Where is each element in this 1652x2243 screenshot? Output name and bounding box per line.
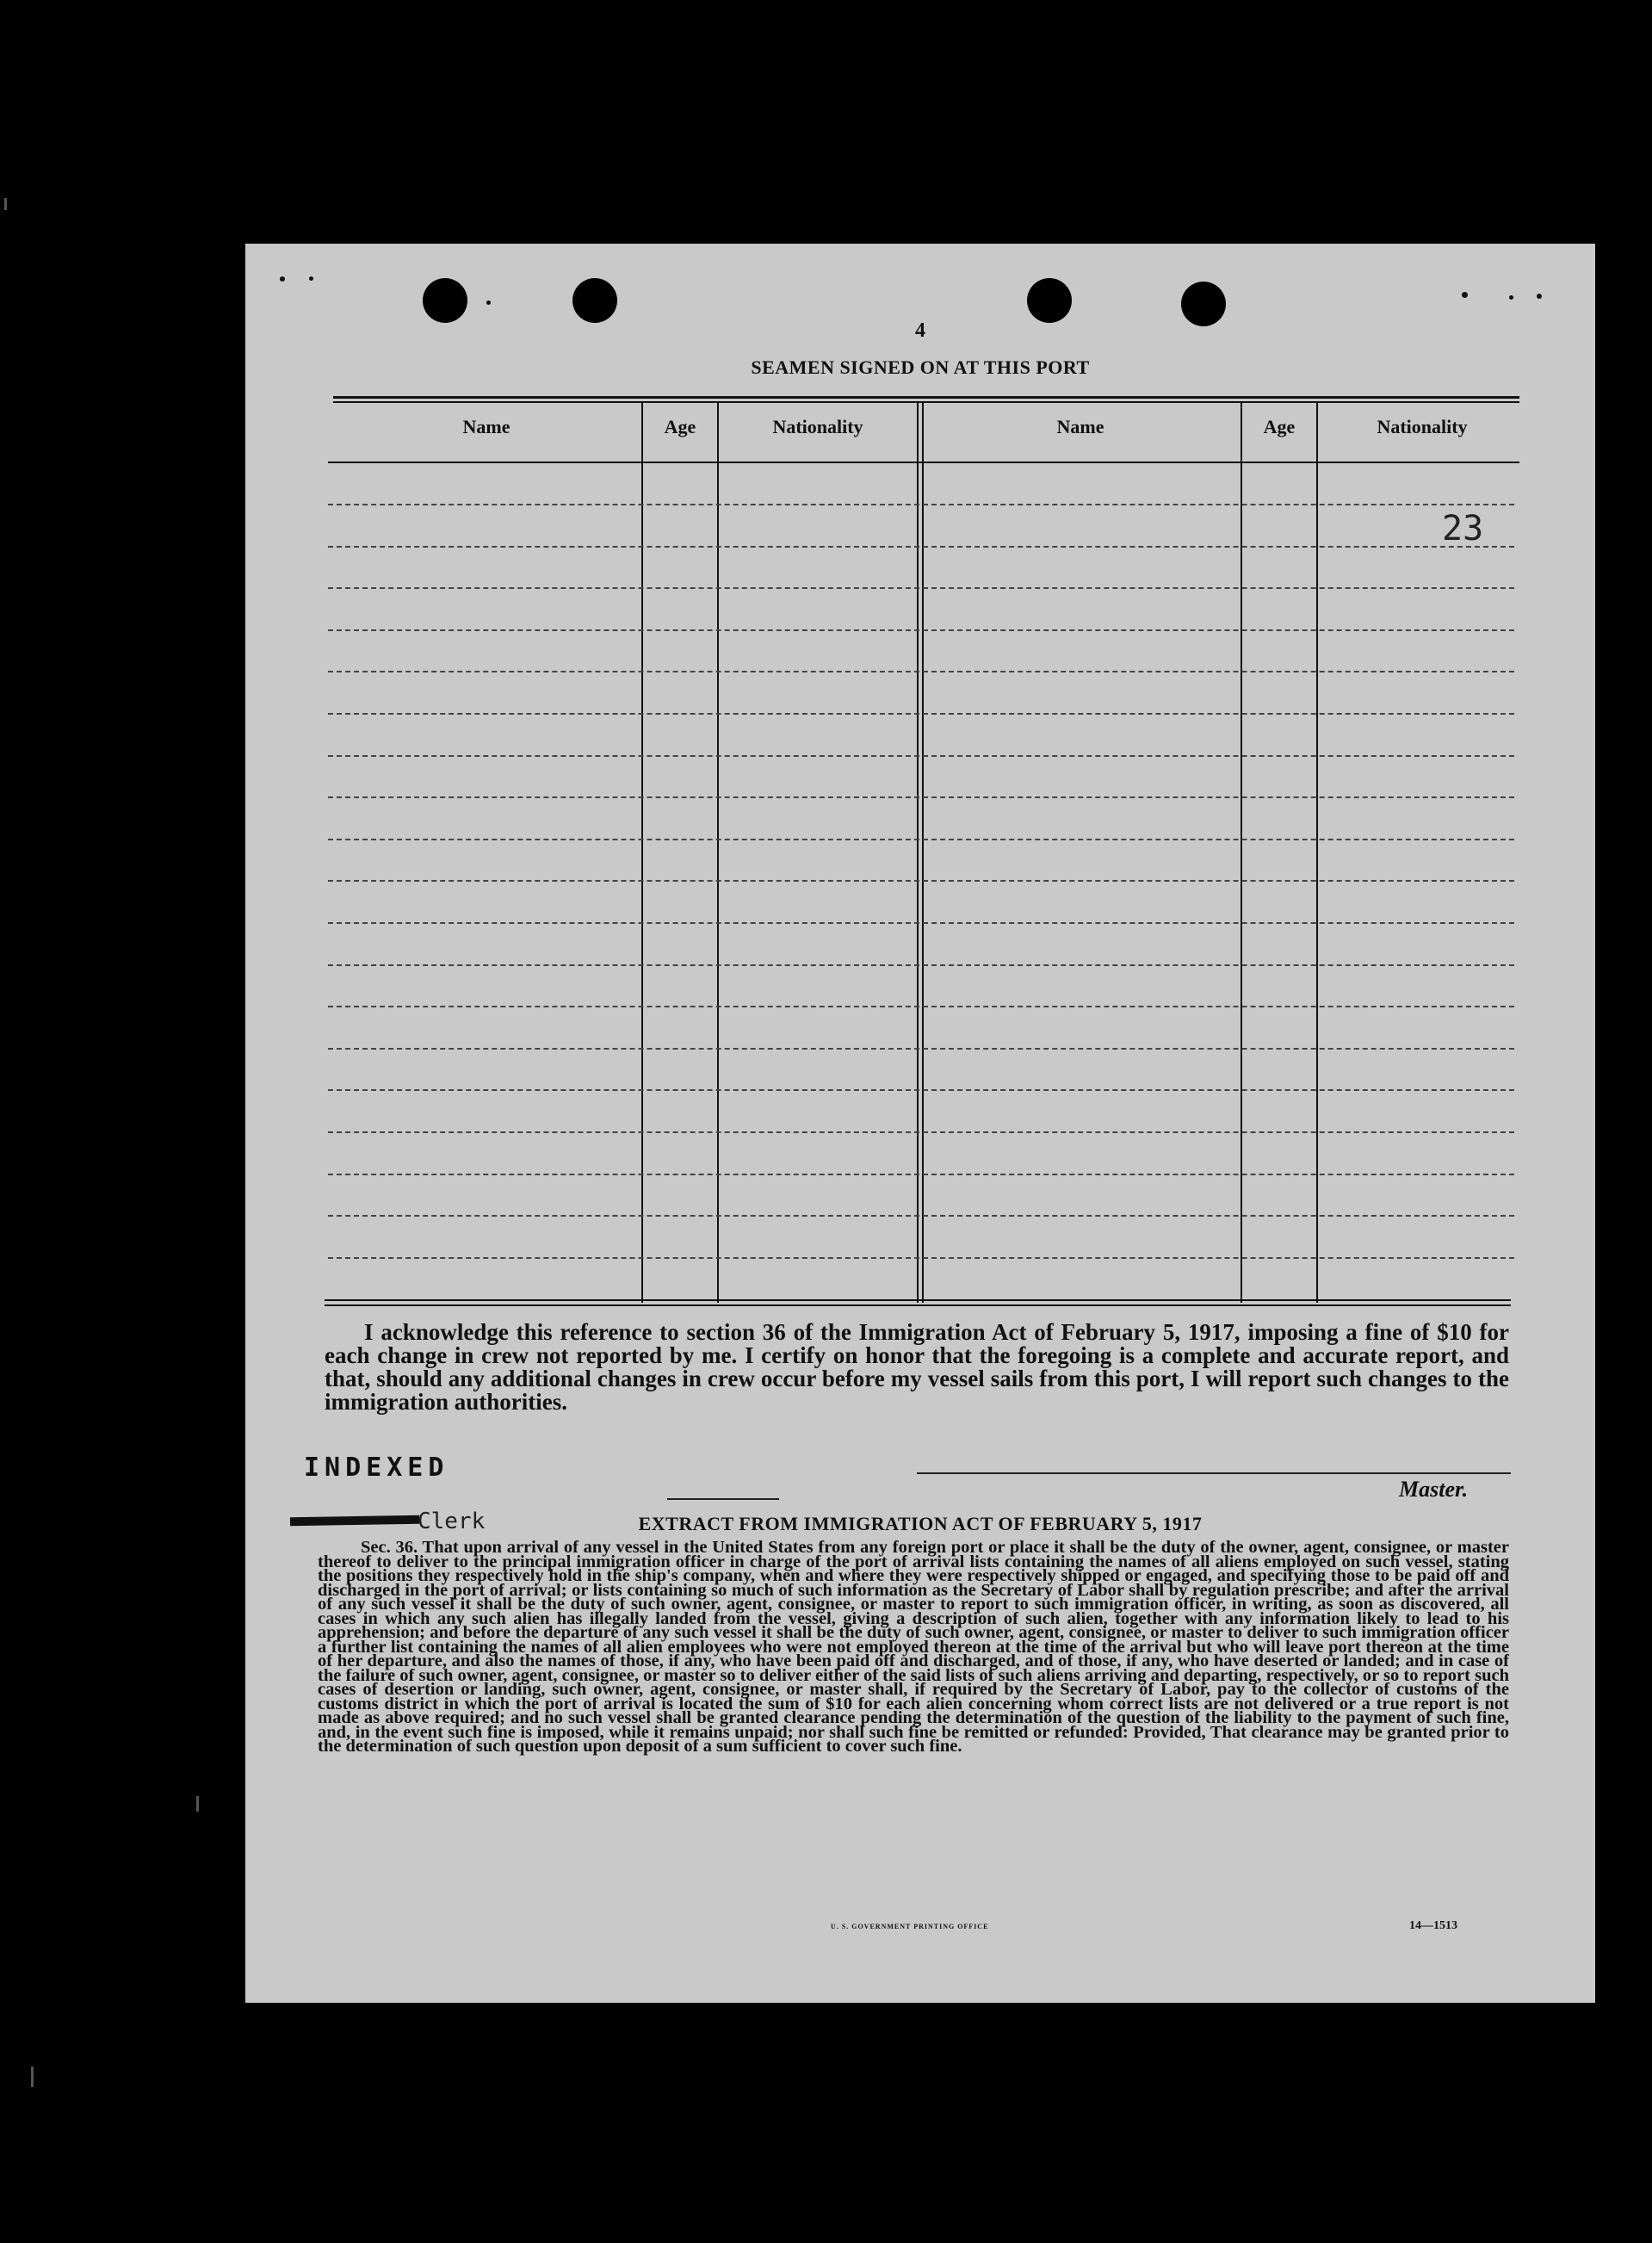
speck	[1537, 294, 1542, 299]
table-top-rule	[333, 396, 1519, 399]
entry-row-line	[328, 796, 1514, 798]
entry-row-line	[328, 671, 1514, 672]
speck	[280, 276, 285, 282]
scan-mark	[4, 198, 7, 210]
entry-row-line	[328, 546, 1514, 548]
form-number: 14—1513	[1409, 1919, 1457, 1932]
master-signature-line	[917, 1472, 1511, 1474]
column-divider	[717, 403, 719, 1303]
extract-title: EXTRACT FROM IMMIGRATION ACT OF FEBRUARY 5, 1917	[638, 1513, 1203, 1534]
punch-hole	[572, 278, 617, 323]
entry-row-line	[328, 1174, 1514, 1175]
entry-row-line	[328, 1048, 1514, 1050]
handwritten-count: 23	[1442, 509, 1484, 548]
entry-row-line	[328, 1006, 1514, 1007]
punch-hole	[423, 278, 467, 323]
scan-mark	[31, 2066, 34, 2087]
entry-row-line	[328, 1131, 1514, 1133]
column-header-nationality: Nationality	[772, 416, 863, 437]
separator-rule	[667, 1498, 779, 1500]
clerk-stamp: Clerk	[418, 1509, 486, 1534]
entry-row-line	[328, 504, 1514, 505]
speck	[1462, 292, 1468, 298]
punch-hole	[1027, 278, 1072, 323]
speck	[1509, 295, 1513, 300]
entry-row-line	[328, 629, 1514, 631]
entry-row-line	[328, 755, 1514, 757]
extract-body: Sec. 36. That upon arrival of any vessel in the United States from any foreign port or place it shall be the duty of the owner, agent, consignee, or master thereof to deliver to the principal immigration officer in charge of the port of arrival lists containing the names of all aliens employed on such vessel, stating the positions they respectively hold in the ship's company, when and where they were respectively shipped or engaged, and specifying those to be paid off and discharged in the port of arrival; or lists containing so much of such information as the Secretary of Labor shall by regulation prescribe; and after the arrival of any such vessel it shall be the duty of such owner, agent, consignee, or master to report to such immigration officer, in writing, as soon as discovered, all cases in which any such alien has illegally landed from the vessel, giving a description of such alien, together with any information likely to lead to his apprehension; and before the departure of any such vessel it shall be the duty of such owner, agent, consignee, or master to deliver to such immigration officer a further list containing the names of all alien employees who were not employed thereon at the time of the arrival but who will leave port thereon at the time of her departure, and also the names of those, if any, who have been paid off and discharged, and of those, if any, who have deserted or landed; and in case of the failure of such owner, agent, consignee, or master so to deliver either of the said lists of such aliens arriving and departing, respectively, or so to report such cases of desertion or landing, such owner, agent, consignee, or master shall, if required by the Secretary of Labor, pay to the collector of customs of the customs district in which the port of arrival is located the sum of $10 for each alien concerning whom correct lists are not delivered or a true report is not made as above required; and no such vessel shall be granted clearance pending the determination of the question of the liability to the payment of such fine, and, in the event such fine is imposed, while it remains unpaid; nor shall such fine be remitted or refunded: Provided, That clearance may be granted prior to the determination of such question upon deposit of a sum sufficient to cover such fine.	[318, 1538, 1509, 1756]
master-label: Master.	[1399, 1477, 1469, 1502]
indexed-stamp: INDEXED	[304, 1453, 449, 1483]
printer-imprint: U. S. GOVERNMENT PRINTING OFFICE	[831, 1923, 989, 1930]
entry-row-line	[328, 1089, 1514, 1091]
entry-row-line	[328, 964, 1514, 966]
entry-row-line	[328, 839, 1514, 840]
entry-row-line	[328, 922, 1514, 924]
page-title: SEAMEN SIGNED ON AT THIS PORT	[751, 356, 1090, 378]
entry-row-line	[328, 713, 1514, 715]
column-header-age: Age	[1263, 416, 1296, 437]
entry-row-line	[328, 587, 1514, 589]
column-divider	[1316, 403, 1318, 1303]
entry-row-line	[328, 880, 1514, 882]
column-header-age: Age	[664, 416, 696, 437]
speck	[309, 276, 313, 281]
scan-mark	[196, 1796, 199, 1812]
column-header-name: Name	[462, 416, 510, 437]
entry-row-line	[328, 1215, 1514, 1217]
table-top-rule	[333, 401, 1519, 403]
column-divider	[641, 403, 643, 1303]
entry-row-line	[328, 1257, 1514, 1259]
table-bottom-rule	[325, 1304, 1511, 1306]
certification-statement: I acknowledge this reference to section 36 of the Immigration Act of February 5, 1917, imposing a fine of $10 for each change in crew not reported by me. I certify on honor that the foregoing is a complete and accurate report, and that, should any additional changes in crew occur before my vessel sails from this port, I will report such changes to the immigration authorities.	[325, 1319, 1509, 1415]
column-header-name: Name	[1056, 416, 1104, 437]
column-divider	[922, 403, 924, 1303]
speck	[486, 301, 491, 305]
page-number: 4	[915, 319, 925, 342]
table-header-rule	[328, 462, 1519, 463]
column-divider	[917, 403, 919, 1303]
column-divider	[1241, 403, 1242, 1303]
column-header-nationality: Nationality	[1377, 416, 1468, 437]
form-page	[245, 244, 1595, 2003]
